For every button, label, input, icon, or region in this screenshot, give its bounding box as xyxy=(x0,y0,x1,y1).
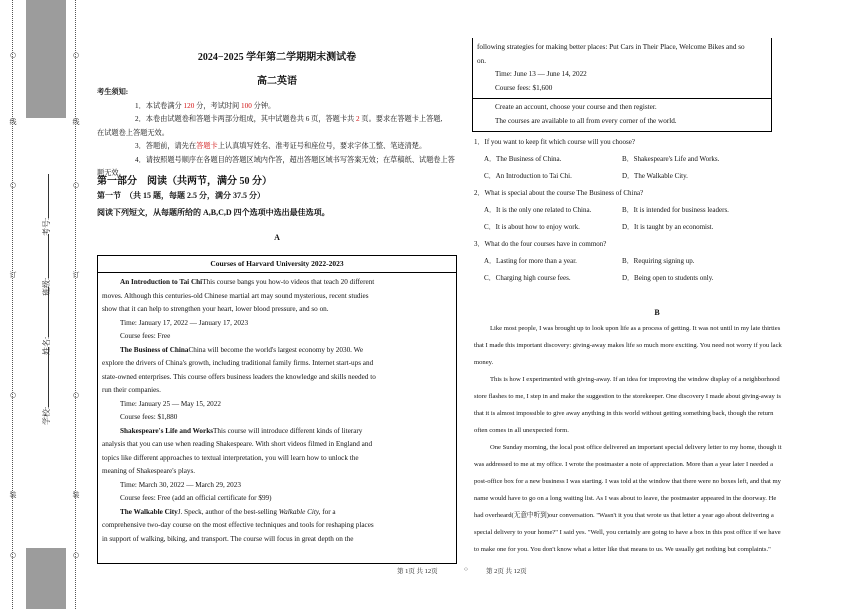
notice-item-3: 3．答题前，请先在答题卡上认真填写姓名、准考证号和座位号，要求字体工整、笔迹清楚。 xyxy=(135,142,427,150)
exam-notice xyxy=(97,86,457,181)
course-time: Time: June 13 — June 14, 2022 xyxy=(495,70,587,78)
course-business-china: The Business of ChinaChina will become the world's largest economy by 2030. We explore the drivers of China's growth, including traditional family firms. Internet start-ups and state-owned enterprises. This course offers business leaders the knowledge and skills needed to run their companies. Time: January 25 — May 15, 2022 Course fees: $1,880 xyxy=(102,344,452,425)
passage-line: special delivery to your home?" I said yes. "Well, you certainly are going to have a box in this post office if we have xyxy=(474,529,781,536)
dash-mark: ○ xyxy=(72,181,80,189)
exam-title: 2024−2025 学年第二学期期末测试卷 xyxy=(197,52,357,63)
option-d: D．Being open to students only. xyxy=(622,274,714,282)
course-fee: Course fees: Free (add an official certificate for $99) xyxy=(120,494,272,502)
school-label: 学校: xyxy=(42,406,51,425)
question-stem: 2．What is special about the course The Business of China? xyxy=(474,189,644,197)
dash-mark: ○ xyxy=(72,51,80,59)
subject-title: 高二英语 xyxy=(257,76,297,87)
cont-line: following strategies for making better places: Put Cars in Their Place, Welcome Bikes and so xyxy=(477,43,745,51)
page-number-1: 第 1页 共 12页 xyxy=(397,568,438,575)
passage-line: name would have to go on a long waiting list. As I was about to leave, the postmaster appeared in the doorway. He xyxy=(474,495,777,502)
dash-mark: ○ xyxy=(9,181,17,189)
passage-line: had overheard(无意中听到)our conversation. "Wasn't it you that wrote us that letter a year ago about delivering a xyxy=(474,512,774,519)
outer-dash-line xyxy=(8,0,18,609)
dash-mark: 线 xyxy=(9,118,17,126)
inner-dotted-line xyxy=(75,0,76,609)
dash-mark: ○ xyxy=(9,391,17,399)
course-time: Time: January 17, 2022 — January 17, 2023 xyxy=(120,318,249,327)
dash-mark: 装 xyxy=(72,491,80,499)
dash-mark: 线 xyxy=(72,118,80,126)
option-c: C．Charging high course fees. xyxy=(484,274,571,282)
exam-no-label: 考号: xyxy=(42,217,51,236)
notice-item-4-cont: 题无效。 xyxy=(97,169,126,177)
class-label: 班级: xyxy=(42,277,51,296)
passage-b-letter: B xyxy=(654,308,660,317)
course-shakespeare: Shakespeare's Life and WorksThis course will introduce different kinds of literary analysis that you can use when reading Shakespeare. With short videos filmed in England and topics like different approaches to textual interpretation, you will learn how to unlock the meaning of Shakespeare's plays. Time: March 30, 2022 — March 29, 2023 Course fees: Free (add an official certificate for $99) xyxy=(102,425,452,506)
course-fee: Course fees: $1,880 xyxy=(120,413,178,421)
notice-item-2: 2．本卷由试题卷和答题卡两部分组成，其中试题卷共 6 页，答题卡共 2 页。要求在答题卡上答题, xyxy=(135,115,443,123)
table-continuation xyxy=(472,38,772,99)
passage-line: Like most people, I was brought up to look upon life as a process of getting. It was not until in my late thirties xyxy=(490,325,781,332)
notice-item-2-cont: 在试题卷上答题无效。 xyxy=(97,128,169,137)
course-time: Time: March 30, 2022 — March 29, 2023 xyxy=(120,480,241,489)
page-number-2: 第 2页 共 12页 xyxy=(486,568,527,575)
passage-line: store flashes to me, I step in and make the suggestion to the storekeeper. One discovery I made about giving-away is xyxy=(474,393,781,400)
dash-mark: 订 xyxy=(9,271,17,279)
option-c: C．An Introduction to Tai Chi. xyxy=(484,172,572,180)
course-fee: Course fees: $1,600 xyxy=(495,83,553,92)
option-a: A．The Business of China. xyxy=(484,155,562,163)
exam-no-field xyxy=(41,174,52,236)
inner-dash-line xyxy=(71,0,81,609)
option-b: B．Requiring signing up. xyxy=(622,257,695,265)
passage-line: was addressed to me at my office. I wrote the postmaster a note of appreciation. More than a year later I needed a xyxy=(474,461,774,468)
option-d: D．The Walkable City. xyxy=(622,172,688,180)
passage-line: often comes in all unexpected form. xyxy=(474,427,569,434)
course-fee: Course fees: Free xyxy=(120,332,171,340)
part-title: 第一部分 阅读（共两节，满分 50 分） xyxy=(97,176,272,187)
courses-table xyxy=(97,255,457,564)
registration-note xyxy=(472,98,772,132)
option-d: D．It is taught by an economist. xyxy=(622,223,714,231)
notice-item-1: 1．本试卷满分 120 分，考试时间 100 分钟。 xyxy=(135,101,276,110)
passage-line: that it is almost impossible to give away anything in this world without getting something back, though the return xyxy=(474,410,774,417)
course-tai-chi: An Introduction to Tai ChiThis course bangs you how-to videos that teach 20 different moves. Although this centuries-old Chinese martial art may sound mysterious, recent studies show that it can help to strengthen your heart, lower blood pressure, and so on. Time: January 17, 2022 — January 17, 2023 Course fees: Free xyxy=(102,276,452,344)
passage-line: to make one for you. You don't know what a letter like that means to us. We usually get nothing but complaints." xyxy=(474,546,771,553)
notice-title: 考生须知: xyxy=(97,88,129,96)
dash-mark: ○ xyxy=(9,551,17,559)
course-walkable-city: The Walkable CityJ. Speck, author of the best-selling Walkable City, for a comprehensive two-day course on the most effective techniques and tools for reshaping places in support of walking, biking, and transport. The course will focus in great depth on the xyxy=(102,507,374,543)
course-time: Time: January 25 — May 15, 2022 xyxy=(120,399,221,408)
question-stem: 3．What do the four courses have in common? xyxy=(474,240,607,248)
name-field xyxy=(41,287,52,355)
instruction: 阅读下列短文，从每题所给的 A,B,C,D 四个选项中选出最佳选项。 xyxy=(97,208,330,217)
option-b: B．Shakespeare's Life and Works. xyxy=(622,155,720,163)
note-line: The courses are available to all from every corner of the world. xyxy=(495,116,677,125)
dash-mark: ○ xyxy=(72,391,80,399)
courses-body xyxy=(98,273,456,546)
passage-line: that I made this important discovery: giving-away makes life so much more exciting. You need not worry if you lack xyxy=(474,342,782,349)
passage-line: post-office box for a new business I was starting. I was told at the window that there were no boxes left, and that my xyxy=(474,478,781,485)
passage-a-letter: A xyxy=(274,233,280,242)
passage-line: One Sunday morning, the local post office delivered an important special delivery letter to my home, though it xyxy=(490,444,782,451)
cont-line: on. xyxy=(477,56,486,65)
binding-gray-top xyxy=(26,0,66,118)
dash-mark: 订 xyxy=(72,271,80,279)
school-field xyxy=(41,347,52,425)
question-stem: 1．If you want to keep fit which course will you choose? xyxy=(474,138,635,146)
class-field xyxy=(41,234,52,296)
option-a: A．It is the only one related to China. xyxy=(484,206,592,214)
page-divider-mark: ○ xyxy=(464,566,468,573)
passage-line: This is how I experimented with giving-away. If an idea for improving the window display of a neighborhood xyxy=(490,376,780,383)
passage-line: money. xyxy=(474,359,494,366)
notice-item-4: 4．请按照题号顺序在各题目的答题区域内作答，超出答题区域书写答案无效；在草稿纸、试题卷上答 xyxy=(135,155,455,164)
option-c: C．It is about how to enjoy work. xyxy=(484,223,580,231)
dash-mark: ○ xyxy=(9,51,17,59)
outer-dotted-line xyxy=(12,0,13,609)
passage-b xyxy=(474,320,844,558)
note-line: Create an account, choose your course and then register. xyxy=(495,103,657,111)
dash-mark: ○ xyxy=(72,551,80,559)
option-b: B．It is intended for business leaders. xyxy=(622,206,729,214)
option-a: A．Lasting for more than a year. xyxy=(484,257,577,265)
binding-gray-bottom xyxy=(26,548,66,609)
table-title: Courses of Harvard University 2022-2023 xyxy=(98,256,456,273)
dash-mark: 装 xyxy=(9,491,17,499)
section-title: 第一节 （共 15 题，每题 2.5 分，满分 37.5 分） xyxy=(97,191,265,200)
name-label: 姓名: xyxy=(42,336,51,355)
